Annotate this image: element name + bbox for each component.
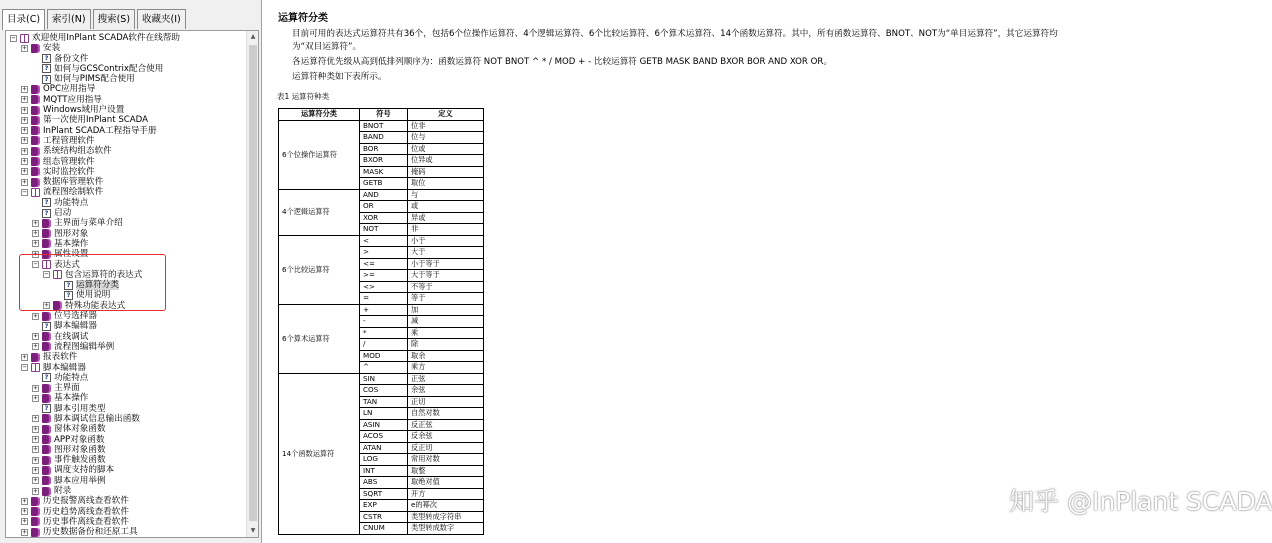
tree-item-label: 窗体对象函数 xyxy=(54,424,106,435)
symbol-cell: EXP xyxy=(360,500,408,512)
symbol-cell: ATAN xyxy=(360,442,408,454)
symbol-cell: BOR xyxy=(360,143,408,155)
definition-cell: 非 xyxy=(408,224,484,236)
symbol-cell: GETB xyxy=(360,178,408,190)
book-icon xyxy=(31,497,40,506)
help-page-icon: ? xyxy=(42,75,51,84)
tree-item[interactable] xyxy=(6,414,246,424)
tree-item-label: 如何与GCSContrix配合使用 xyxy=(54,63,164,74)
tree-item[interactable] xyxy=(6,84,246,94)
expand-icon[interactable]: + xyxy=(33,476,38,485)
symbol-cell: ACOS xyxy=(360,431,408,443)
symbol-cell: ^ xyxy=(360,362,408,374)
tree-item[interactable] xyxy=(6,527,246,537)
symbol-cell: SQRT xyxy=(360,488,408,500)
expand-icon[interactable]: + xyxy=(44,301,49,310)
symbol-cell: CSTR xyxy=(360,511,408,523)
tree-item-label: 图形对象 xyxy=(54,228,89,239)
symbol-cell: ABS xyxy=(360,477,408,489)
tree-item[interactable] xyxy=(6,136,246,146)
tree-item-label: 位号选择器 xyxy=(54,311,97,322)
symbol-cell: BXOR xyxy=(360,155,408,167)
scroll-down-icon[interactable]: ▼ xyxy=(250,527,256,534)
tree-item-label: 主界面与菜单介绍 xyxy=(54,218,123,229)
tree-item[interactable] xyxy=(6,43,246,53)
table-intro-paragraph: 运算符种类如下表所示。 xyxy=(292,72,387,82)
symbol-cell: <= xyxy=(360,258,408,270)
symbol-cell: CNUM xyxy=(360,523,408,535)
tree-item[interactable] xyxy=(6,373,246,383)
expand-icon[interactable]: + xyxy=(22,352,27,361)
tab-index[interactable]: 索引(N) xyxy=(47,9,91,29)
definition-cell: 大于等于 xyxy=(408,270,484,282)
symbol-cell: <> xyxy=(360,281,408,293)
book-icon xyxy=(31,95,40,104)
tree-item[interactable] xyxy=(6,218,246,228)
tree-item[interactable] xyxy=(6,105,246,115)
definition-cell: 位非 xyxy=(408,120,484,132)
open-book-icon xyxy=(31,363,40,372)
collapse-icon[interactable]: − xyxy=(22,187,27,196)
tree-item-label: 脚本应用举例 xyxy=(54,475,106,486)
expand-icon[interactable]: + xyxy=(33,342,38,351)
intro-paragraph: 目前可用的表达式运算符共有36个，包括6个位操作运算符、4个逻辑运算符、6个比较运算符、6个算术运算符、14个函数运算符。其中，所有函数运算符、BNOT、NOT为“单目运算符”，其它运算符均为“双目运算符”。 xyxy=(292,29,1058,52)
tree-item-label: 流程图编辑举例 xyxy=(54,341,115,352)
tree-item-label: 脚本调试信息输出函数 xyxy=(54,413,140,424)
expand-icon[interactable]: + xyxy=(22,43,27,52)
expand-icon[interactable]: + xyxy=(33,393,38,402)
expand-icon[interactable]: + xyxy=(33,414,38,423)
expand-icon[interactable]: + xyxy=(33,383,38,392)
definition-cell: 掩码 xyxy=(408,166,484,178)
expand-icon[interactable]: + xyxy=(22,146,27,155)
table-caption: 表1 运算符种类 xyxy=(277,92,330,101)
expand-icon[interactable]: + xyxy=(22,126,27,135)
expand-icon[interactable]: + xyxy=(33,455,38,464)
tree-item[interactable] xyxy=(6,157,246,167)
open-book-icon xyxy=(20,34,29,43)
tree-item-label: 运算符分类 xyxy=(76,280,119,291)
tree-item[interactable] xyxy=(6,496,246,506)
book-icon xyxy=(31,157,40,166)
collapse-icon[interactable]: − xyxy=(44,270,49,279)
symbol-cell: < xyxy=(360,235,408,247)
tab-search[interactable]: 搜索(S) xyxy=(93,9,135,29)
tree-item[interactable] xyxy=(6,239,246,249)
definition-cell: 异或 xyxy=(408,212,484,224)
symbol-cell: MOD xyxy=(360,350,408,362)
annotation-highlight-box xyxy=(19,254,166,311)
tree-item-label: 在线调试 xyxy=(54,331,89,342)
expand-icon[interactable]: + xyxy=(22,496,27,505)
definition-cell: 位或 xyxy=(408,143,484,155)
tree-item-label: 启动 xyxy=(54,208,72,219)
symbol-cell: LOG xyxy=(360,454,408,466)
tree-item-label: APP对象函数 xyxy=(54,434,105,445)
book-icon xyxy=(42,476,51,485)
tree-item[interactable] xyxy=(6,167,246,177)
tree-item[interactable] xyxy=(6,363,246,373)
help-page-icon: ? xyxy=(64,291,73,300)
tree-item[interactable] xyxy=(6,126,246,136)
expand-icon[interactable]: + xyxy=(33,239,38,248)
book-icon xyxy=(42,342,51,351)
category-cell: 6个比较运算符 xyxy=(279,235,360,304)
definition-cell: 取余 xyxy=(408,350,484,362)
book-icon xyxy=(31,136,40,145)
help-page-icon: ? xyxy=(42,198,51,207)
tree-item-label: 主界面 xyxy=(54,383,80,394)
book-icon xyxy=(42,384,51,393)
tree-item-label: 附录 xyxy=(54,486,72,497)
expand-icon[interactable]: + xyxy=(33,218,38,227)
table-row xyxy=(279,373,484,385)
tree-item[interactable] xyxy=(6,33,246,43)
expand-icon[interactable]: + xyxy=(22,136,27,145)
category-cell: 6个算术运算符 xyxy=(279,304,360,373)
tree-item-label: 历史事件离线查看软件 xyxy=(43,516,129,527)
tree-item[interactable] xyxy=(6,198,246,208)
symbol-cell: SIN xyxy=(360,373,408,385)
definition-cell: 常用对数 xyxy=(408,454,484,466)
tree-item-label: 功能特点 xyxy=(54,372,89,383)
definition-cell: 大于 xyxy=(408,247,484,259)
symbol-cell: OR xyxy=(360,201,408,213)
tree-item-label: 数据库管理软件 xyxy=(43,177,104,188)
book-icon xyxy=(31,167,40,176)
nav-tabs xyxy=(2,9,188,29)
tree-item-label: 调度支持的脚本 xyxy=(54,465,115,476)
book-icon xyxy=(31,85,40,94)
definition-cell: 等于 xyxy=(408,293,484,305)
scroll-up-icon[interactable]: ▲ xyxy=(250,33,256,40)
symbol-cell: >= xyxy=(360,270,408,282)
definition-cell: 正弦 xyxy=(408,373,484,385)
definition-cell: 自然对数 xyxy=(408,408,484,420)
tree-item[interactable] xyxy=(6,383,246,393)
tree-item-label: 脚本编辑器 xyxy=(43,362,86,373)
tree-item[interactable] xyxy=(6,177,246,187)
help-page-icon: ? xyxy=(42,322,51,331)
help-page-icon: ? xyxy=(42,373,51,382)
expand-icon[interactable]: + xyxy=(33,332,38,341)
book-icon xyxy=(42,332,51,341)
book-icon xyxy=(31,517,40,526)
category-cell: 4个逻辑运算符 xyxy=(279,189,360,235)
tree-item-label: 属性设置 xyxy=(54,249,89,260)
expand-icon[interactable]: + xyxy=(22,507,27,516)
expand-icon[interactable]: + xyxy=(33,249,38,258)
tree-item-label: 备份文件 xyxy=(54,53,89,64)
definition-cell: 位异或 xyxy=(408,155,484,167)
tree-item-label: 脚本引用类型 xyxy=(54,403,106,414)
tree-item[interactable] xyxy=(6,424,246,434)
definition-cell: 除 xyxy=(408,339,484,351)
definition-cell: 取整 xyxy=(408,465,484,477)
book-icon xyxy=(31,178,40,187)
book-icon xyxy=(42,445,51,454)
watermark: 知乎 @InPlant SCADA xyxy=(1009,487,1272,516)
tree-item[interactable] xyxy=(6,465,246,475)
expand-icon[interactable]: + xyxy=(22,527,27,536)
tree-item[interactable] xyxy=(6,146,246,156)
book-icon xyxy=(42,312,51,321)
definition-cell: 反正弦 xyxy=(408,419,484,431)
book-icon xyxy=(42,435,51,444)
book-icon xyxy=(42,219,51,228)
book-icon xyxy=(42,239,51,248)
tree-item[interactable] xyxy=(6,115,246,125)
tree-item-label: 基本操作 xyxy=(54,238,89,249)
tree-item-label: 系统结构组态软件 xyxy=(43,146,112,157)
expand-icon[interactable]: + xyxy=(33,445,38,454)
tree-item-label: 历史数据备份和还原工具 xyxy=(43,527,138,538)
expand-icon[interactable]: + xyxy=(33,486,38,495)
expand-icon[interactable]: + xyxy=(22,177,27,186)
definition-cell: 或 xyxy=(408,201,484,213)
category-cell: 14个函数运算符 xyxy=(279,373,360,534)
symbol-cell: MASK xyxy=(360,166,408,178)
tree-item-label: 历史报警离线查看软件 xyxy=(43,496,129,507)
definition-cell: 余弦 xyxy=(408,385,484,397)
symbol-cell: BAND xyxy=(360,132,408,144)
tree-item[interactable] xyxy=(6,352,246,362)
expand-icon[interactable]: + xyxy=(22,167,27,176)
expand-icon[interactable]: + xyxy=(22,517,27,526)
header-definition: 定义 xyxy=(408,109,484,121)
expand-icon[interactable]: + xyxy=(22,84,27,93)
definition-cell: 乘方 xyxy=(408,362,484,374)
definition-cell: 正切 xyxy=(408,396,484,408)
tree-item[interactable] xyxy=(6,507,246,517)
tree-item[interactable] xyxy=(6,54,246,64)
tree-item[interactable] xyxy=(6,486,246,496)
tree-item[interactable] xyxy=(6,208,246,218)
expand-icon[interactable]: + xyxy=(33,311,38,320)
symbol-cell: / xyxy=(360,339,408,351)
book-icon xyxy=(42,229,51,238)
tree-item[interactable] xyxy=(6,404,246,414)
symbol-cell: INT xyxy=(360,465,408,477)
tree-item[interactable] xyxy=(6,435,246,445)
tree-item-label: 历史趋势离线查看软件 xyxy=(43,506,129,517)
tree-item[interactable] xyxy=(6,321,246,331)
expand-icon[interactable]: + xyxy=(22,157,27,166)
symbol-cell: > xyxy=(360,247,408,259)
symbol-cell: + xyxy=(360,304,408,316)
tree-scrollbar[interactable] xyxy=(246,31,258,537)
book-icon xyxy=(31,44,40,53)
tree-item[interactable] xyxy=(6,455,246,465)
definition-cell: 减 xyxy=(408,316,484,328)
tree-item-label: 基本操作 xyxy=(54,393,89,404)
expand-icon[interactable]: + xyxy=(33,424,38,433)
category-cell: 6个位操作运算符 xyxy=(279,120,360,189)
tree-item-label: MQTT应用指导 xyxy=(43,94,102,105)
tree-item[interactable] xyxy=(6,74,246,84)
tree-item[interactable] xyxy=(6,476,246,486)
tree-item-label: 流程图绘制软件 xyxy=(43,187,104,198)
book-icon xyxy=(31,126,40,135)
tree-item-label: 包含运算符的表达式 xyxy=(65,269,143,280)
tree-item-label: OPC应用指导 xyxy=(43,84,96,95)
tree-item-label: 事件触发函数 xyxy=(54,455,106,466)
expand-icon[interactable]: + xyxy=(33,229,38,238)
symbol-cell: ASIN xyxy=(360,419,408,431)
tree-item[interactable] xyxy=(6,229,246,239)
table-row xyxy=(279,120,484,132)
tree-item[interactable] xyxy=(6,311,246,321)
expand-icon[interactable]: + xyxy=(33,465,38,474)
definition-cell: e的幂次 xyxy=(408,500,484,512)
table-row xyxy=(279,304,484,316)
tree-item-label: 图形对象函数 xyxy=(54,444,106,455)
table-row xyxy=(279,189,484,201)
book-icon xyxy=(42,487,51,496)
tree-item-label: 实时监控软件 xyxy=(43,166,95,177)
tree-item-label: 工程管理软件 xyxy=(43,135,95,146)
definition-cell: 不等于 xyxy=(408,281,484,293)
definition-cell: 反余弦 xyxy=(408,431,484,443)
tree-item-label: 表达式 xyxy=(54,259,80,270)
expand-icon[interactable]: + xyxy=(22,95,27,104)
help-page-icon: ? xyxy=(42,64,51,73)
book-icon xyxy=(31,528,40,537)
tree-item-label: 脚本编辑器 xyxy=(54,321,97,332)
tree-item-label: InPlant SCADA工程指导手册 xyxy=(43,125,157,136)
open-book-icon xyxy=(31,188,40,197)
tree-item[interactable] xyxy=(6,187,246,197)
book-icon xyxy=(42,414,51,423)
tree-item-label: 如何与PIMS配合使用 xyxy=(54,74,135,85)
definition-cell: 小于等于 xyxy=(408,258,484,270)
definition-cell: 与 xyxy=(408,189,484,201)
book-icon xyxy=(42,394,51,403)
tree-item-label: 功能特点 xyxy=(54,197,89,208)
expand-icon[interactable]: + xyxy=(22,115,27,124)
help-page-icon: ? xyxy=(64,281,73,290)
scroll-thumb[interactable] xyxy=(249,45,257,521)
book-icon xyxy=(42,456,51,465)
collapse-icon[interactable]: − xyxy=(33,260,38,269)
tree-item[interactable] xyxy=(6,342,246,352)
tree-item[interactable] xyxy=(6,393,246,403)
operator-table xyxy=(278,108,484,535)
symbol-cell: COS xyxy=(360,385,408,397)
tree-item[interactable] xyxy=(6,95,246,105)
help-page-icon: ? xyxy=(42,404,51,413)
help-page-icon: ? xyxy=(42,209,51,218)
book-icon xyxy=(31,353,40,362)
definition-cell: 反正切 xyxy=(408,442,484,454)
tree-item-label: 第一次使用InPlant SCADA xyxy=(43,115,149,126)
tree-item-label: 欢迎使用InPlant SCADA软件在线帮助 xyxy=(32,33,180,43)
help-navigation-pane xyxy=(0,0,262,543)
tree-item-label: 组态管理软件 xyxy=(43,156,95,167)
tree-item-label: 使用说明 xyxy=(76,290,111,301)
topic-content-pane xyxy=(274,0,1272,543)
expand-icon[interactable]: + xyxy=(33,435,38,444)
tree-item[interactable] xyxy=(6,517,246,527)
symbol-cell: AND xyxy=(360,189,408,201)
tree-item[interactable] xyxy=(6,445,246,455)
definition-cell: 位与 xyxy=(408,132,484,144)
symbol-cell: LN xyxy=(360,408,408,420)
header-symbol: 符号 xyxy=(360,109,408,121)
symbol-cell: TAN xyxy=(360,396,408,408)
collapse-icon[interactable]: − xyxy=(22,363,27,371)
symbol-cell: - xyxy=(360,316,408,328)
definition-cell: 乘 xyxy=(408,327,484,339)
symbol-cell: * xyxy=(360,327,408,339)
definition-cell: 类型转成数字 xyxy=(408,523,484,535)
tree-item[interactable] xyxy=(6,332,246,342)
book-icon xyxy=(31,507,40,516)
book-icon xyxy=(31,106,40,115)
collapse-icon[interactable]: − xyxy=(11,33,16,42)
book-icon xyxy=(42,425,51,434)
tree-item-label: 报表软件 xyxy=(43,352,78,363)
tree-item[interactable] xyxy=(6,64,246,74)
definition-cell: 类型转成字符串 xyxy=(408,511,484,523)
priority-paragraph: 各运算符优先级从高到低排列顺序为：函数运算符 NOT BNOT ^ * / MOD + - 比较运算符 GETB MASK BAND BXOR BOR AND XOR OR。 xyxy=(292,57,832,67)
tab-contents[interactable]: 目录(C) xyxy=(2,9,45,30)
tree-item-label: 安装 xyxy=(43,43,61,54)
definition-cell: 小于 xyxy=(408,235,484,247)
book-icon xyxy=(31,147,40,156)
definition-cell: 开方 xyxy=(408,488,484,500)
expand-icon[interactable]: + xyxy=(22,105,27,114)
symbol-cell: NOT xyxy=(360,224,408,236)
definition-cell: 取位 xyxy=(408,178,484,190)
definition-cell: 取绝对值 xyxy=(408,477,484,489)
table-row xyxy=(279,235,484,247)
tree-item-label: 特殊功能表达式 xyxy=(65,300,126,311)
symbol-cell: XOR xyxy=(360,212,408,224)
book-icon xyxy=(42,466,51,475)
tab-favorites[interactable]: 收藏夹(I) xyxy=(137,9,186,29)
page-title: 运算符分类 xyxy=(278,13,328,24)
book-icon xyxy=(31,116,40,125)
help-page-icon: ? xyxy=(42,54,51,63)
tree-item-label: Windows域用户设置 xyxy=(43,105,125,116)
symbol-cell: BNOT xyxy=(360,120,408,132)
header-category: 运算符分类 xyxy=(279,109,360,121)
definition-cell: 加 xyxy=(408,304,484,316)
symbol-cell: = xyxy=(360,293,408,305)
